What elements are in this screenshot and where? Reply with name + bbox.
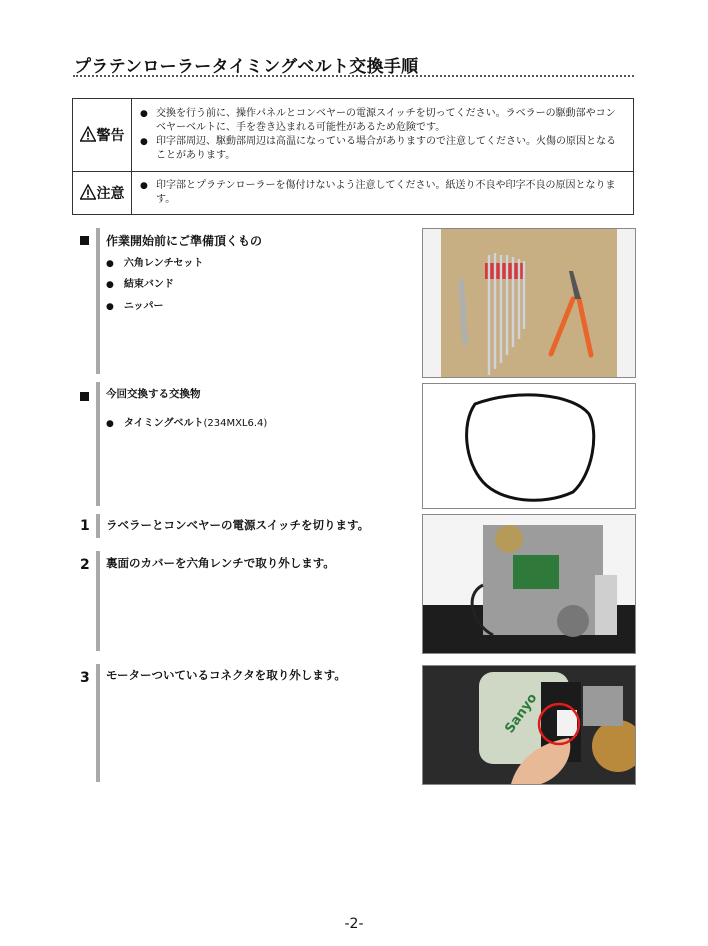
step-bar — [96, 514, 100, 538]
section-marker — [80, 392, 89, 401]
safety-table — [72, 98, 634, 215]
warning-item: ● 印字部周辺、駆動部周辺は高温になっている場合がありますので注意してください。火傷の原因となることがあります。 — [140, 135, 625, 163]
step-bar — [96, 664, 100, 782]
prep-item: ● 結束バンド — [106, 279, 174, 290]
step-text: 裏面のカバーを六角レンチで取り外します。 — [106, 556, 335, 570]
warning-triangle-icon — [80, 126, 96, 142]
title-divider — [73, 75, 634, 77]
caution-body — [132, 172, 634, 215]
prep-heading: 作業開始前にご準備頂くもの — [106, 234, 263, 248]
step-text: ラベラーとコンベヤーの電源スイッチを切ります。 — [106, 518, 370, 532]
prep-item: ● ニッパー — [106, 301, 164, 312]
tools-photo — [422, 228, 636, 378]
step-text: モーターついているコネクタを取り外します。 — [106, 668, 346, 682]
warning-item: ● 交換を行う前に、操作パネルとコンベヤーの電源スイッチを切ってください。ラベラーの駆動部やコンベヤーベルトに、手を巻き込まれる可能性があるため危険です。 — [140, 107, 625, 135]
cover-photo — [422, 514, 636, 654]
step-number: 2 — [80, 557, 90, 573]
warning-label-cell — [73, 99, 132, 172]
page-title: プラテンローラータイミングベルト交換手順 — [74, 57, 419, 77]
step-bar — [96, 551, 100, 651]
section-bar — [96, 382, 100, 506]
warning-body — [132, 99, 634, 172]
caution-label: 注意 — [96, 186, 125, 202]
warning-label: 警告 — [96, 128, 125, 144]
step-number: 3 — [80, 670, 90, 686]
caution-item: ● 印字部とプラテンローラーを傷付けないよう注意してください。紙送り不良や印字不良の原因となります。 — [140, 179, 625, 207]
prep-item: ● 六角レンチセット — [106, 258, 204, 269]
caution-label-cell — [73, 172, 132, 215]
step-number: 1 — [80, 518, 90, 534]
page-number: -2- — [344, 916, 364, 932]
motor-brand-logo: Sanyo — [502, 690, 541, 737]
parts-item: ● タイミングベルト(234MXL6.4) — [106, 418, 268, 429]
section-marker — [80, 236, 89, 245]
caution-triangle-icon — [80, 184, 96, 200]
parts-heading: 今回交換する交換物 — [106, 388, 201, 400]
motor-photo — [422, 665, 636, 785]
belt-photo — [422, 383, 636, 509]
section-bar — [96, 228, 100, 374]
